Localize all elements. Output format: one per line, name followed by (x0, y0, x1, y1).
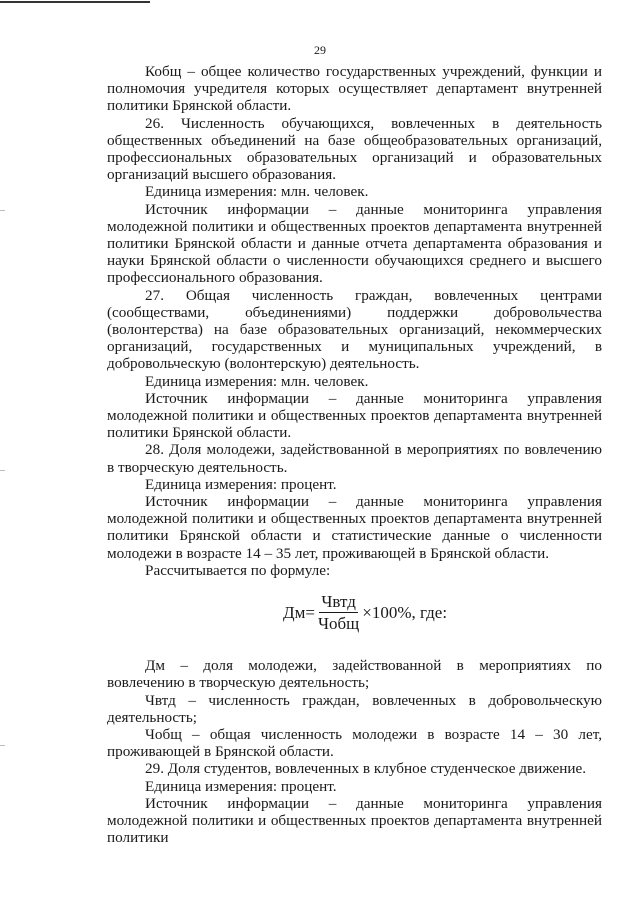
formula-lhs: Дм= (283, 603, 315, 623)
paragraph-unit: Единица измерения: млн. человек. (145, 183, 369, 201)
paragraph-source: Источник информации – данные мониторинга управления молодежной политики и общественных проектов департамента внутренней политики (107, 794, 602, 847)
paragraph-item-26: 26. Численность обучающихся, вовлеченных в деятельность общественных объединений на базе общеобразовательных организаций, профессиональных образовательных организаций и образовательных организаций высшего образования. (107, 114, 602, 184)
paragraph-source: Источник информации – данные мониторинга управления молодежной политики и общественных проектов департамента внутренней политики Брянской области и статистические данные о численности молодежи в возрасте 14 – 35 лет, проживающей в Брянской области. (107, 493, 602, 562)
paragraph-dm-definition: Дм – доля молодежи, задействованной в мероприятиях по вовлечению в творческую деятельность; (107, 657, 602, 692)
paragraph-source: Источник информации – данные мониторинга управления молодежной политики и общественных проектов департамента внутренней политики Брянской области и данные отчета департамента образования и науки Брянской области о численности обучающихся среднего и высшего профессионального образования. (107, 200, 602, 287)
paragraph-unit: Единица измерения: процент. (145, 475, 337, 493)
paragraph-source: Источник информации – данные мониторинга управления молодежной политики и общественных проектов департамента внутренней политики Брянской области. (107, 389, 602, 442)
paragraph-unit: Единица измерения: млн. человек. (145, 372, 369, 390)
paragraph-item-29: 29. Доля студентов, вовлеченных в клубное студенческое движение. (145, 760, 587, 778)
formula-denominator: Чобщ (317, 614, 360, 634)
document-body (107, 63, 602, 846)
paragraph-item-28: 28. Доля молодежи, задействованной в мероприятиях по вовлечению в творческую деятельность. (107, 441, 602, 476)
margin-mark (0, 745, 5, 746)
paragraph-kobshch-definition: Кобщ – общее количество государственных учреждений, функции и полномочия учредителя которых осуществляет департамент внутренней политики Брянской области. (107, 63, 602, 115)
paragraph-chobshch-definition: Чобщ – общая численность молодежи в возрасте 14 – 30 лет, проживающей в Брянской области. (107, 725, 602, 761)
formula-numerator: Чвтд (319, 593, 358, 613)
paragraph-formula-intro: Рассчитывается по формуле: (145, 561, 331, 579)
margin-mark (0, 470, 5, 471)
paragraph-chvtd-definition: Чвтд – численность граждан, вовлеченных в добровольческую деятельность; (107, 691, 602, 726)
formula (283, 593, 447, 632)
paragraph-unit: Единица измерения: процент. (145, 777, 337, 795)
header-rule (0, 1, 150, 3)
page-number: 29 (314, 43, 326, 57)
formula-rhs: ×100%, где: (362, 603, 448, 623)
formula-block (107, 579, 602, 657)
paragraph-item-27: 27. Общая численность граждан, вовлеченных центрами (сообществами, объединениями) поддержки добровольчества (волонтерства) на базе образовательных организаций, некоммерческих организаций, государственных и муниципальных учреждений, в добровольческую (волонтерскую) деятельность. (107, 286, 602, 373)
margin-mark (0, 210, 5, 211)
formula-fraction (316, 593, 361, 632)
